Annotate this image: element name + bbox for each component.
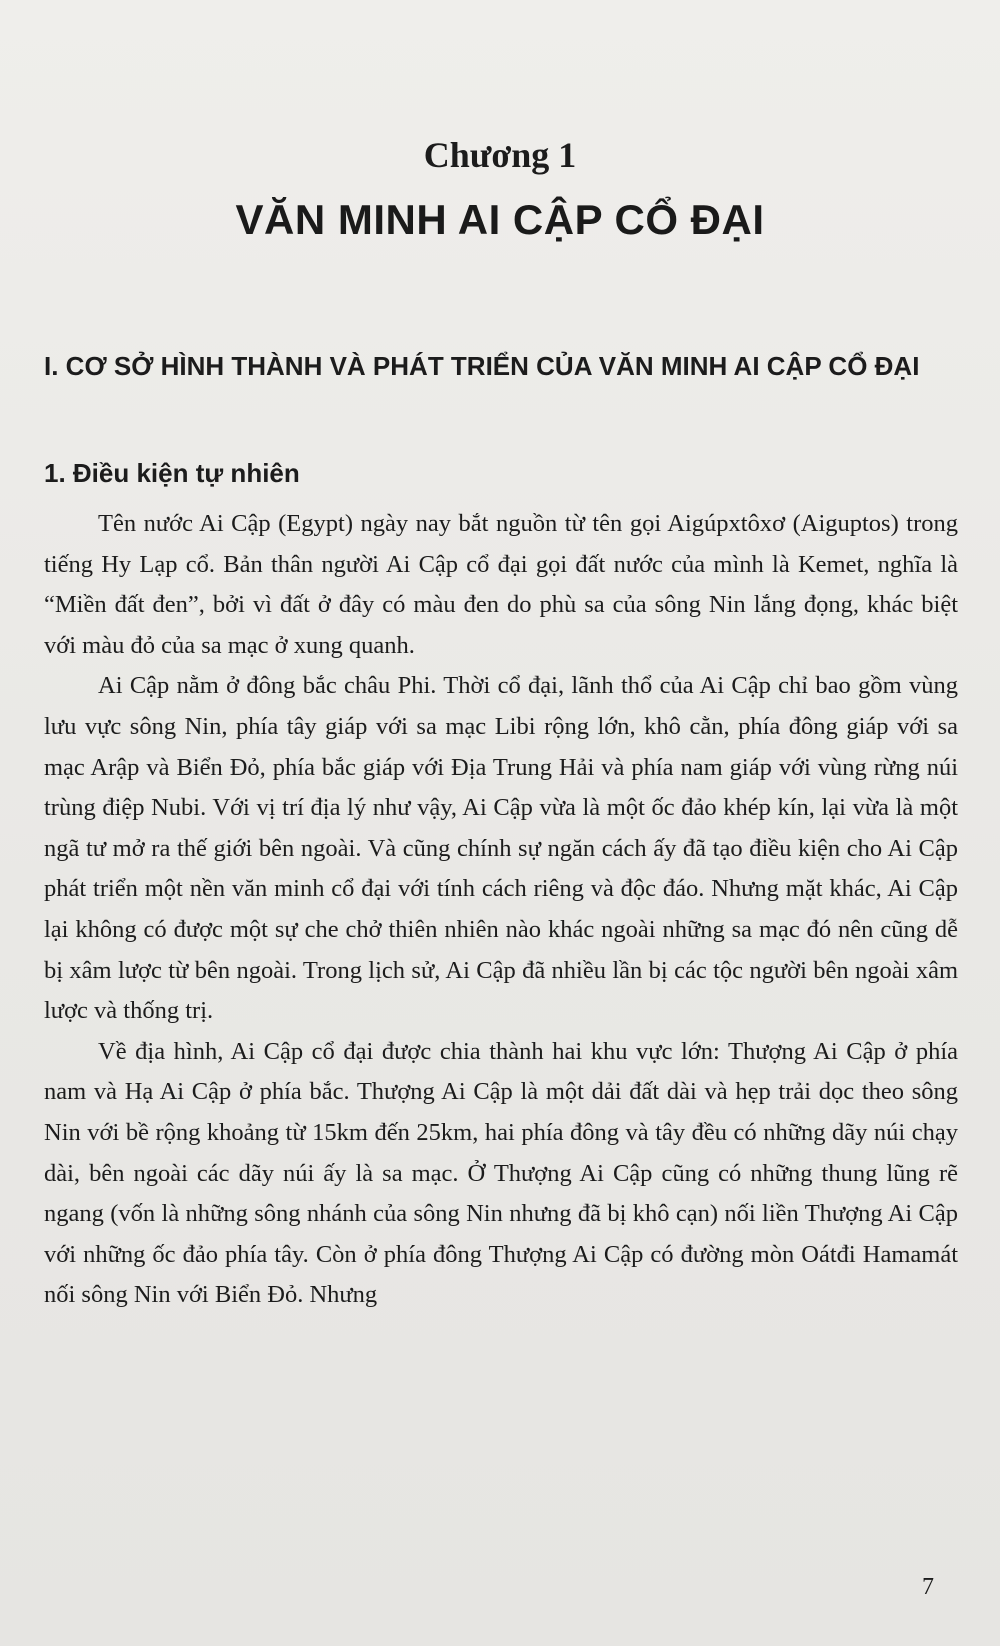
chapter-label: Chương 1 [423, 135, 577, 175]
paragraph: Ai Cập nằm ở đông bắc châu Phi. Thời cổ đại, lãnh thổ của Ai Cập chỉ bao gồm vùng lưu vực sông Nin, phía tây giáp với sa mạc Libi rộng lớn, khô cằn, phía đông giáp với sa mạc Arập và Biển Đỏ, phía bắc giáp với Địa Trung Hải và phía nam giáp với vùng rừng núi trùng điệp Nubi. Với vị trí địa lý như vậy, Ai Cập vừa là một ốc đảo khép kín, lại vừa là một ngã tư mở ra thế giới bên ngoài. Và cũng chính sự ngăn cách ấy đã tạo điều kiện cho Ai Cập phát triển một nền văn minh cổ đại với tính cách riêng và độc đáo. Nhưng mặt khác, Ai Cập lại không có được một sự che chở thiên nhiên nào khác ngoài những sa mạc đó nên cũng dễ bị xâm lược từ bên ngoài. Trong lịch sử, Ai Cập đã nhiều lần bị các tộc người bên ngoài xâm lược và thống trị. [44, 672, 958, 1025]
paragraph: Tên nước Ai Cập (Egypt) ngày nay bắt nguồn từ tên gọi Aigúpxtôxơ (Aiguptos) trong tiếng Hy Lạp cổ. Bản thân người Ai Cập cổ đại gọi đất nước của mình là Kemet, nghĩa là “Miền đất đen”, bởi vì đất ở đây có màu đen do phù sa của sông Nin lắng đọng, khác biệt với màu đỏ của sa mạc ở xung quanh. [44, 510, 958, 659]
subsection-heading: 1. Điều kiện tự nhiên [44, 458, 300, 488]
paragraph: Về địa hình, Ai Cập cổ đại được chia thành hai khu vực lớn: Thượng Ai Cập ở phía nam và Hạ Ai Cập ở phía bắc. Thượng Ai Cập là một dải đất dài và hẹp trải dọc theo sông Nin với bề rộng khoảng từ 15km đến 25km, hai phía đông và tây đều có những dãy núi chạy dài, bên ngoài các dãy núi ấy là sa mạc. Ở Thượng Ai Cập cũng có những thung lũng rẽ ngang (vốn là những sông nhánh của sông Nin nhưng đã bị khô cạn) nối liền Thượng Ai Cập với những ốc đảo phía tây. Còn ở phía đông Thượng Ai Cập có đường mòn Oátđi Hamamát nối sông Nin với Biển Đỏ. Nhưng [44, 1037, 958, 1309]
chapter-title: VĂN MINH AI CẬP CỔ ĐẠI [235, 196, 765, 243]
body-text [44, 504, 958, 1316]
page-number: 7 [922, 1574, 934, 1600]
section-heading: I. CƠ SỞ HÌNH THÀNH VÀ PHÁT TRIỂN CỦA VĂN MINH AI CẬP CỔ ĐẠI [44, 351, 920, 381]
